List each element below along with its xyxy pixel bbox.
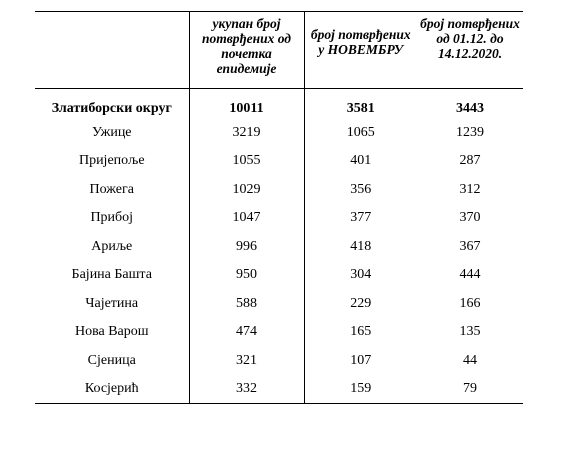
row-november-cell: 418 bbox=[350, 238, 372, 254]
row-december-cell: 44 bbox=[463, 352, 477, 368]
row-name-cell: Пријепоље bbox=[35, 147, 189, 176]
row-december-cell: 367 bbox=[459, 238, 481, 254]
row-total-cell: 1055 bbox=[189, 147, 304, 176]
row-name-cell: Ужице bbox=[35, 119, 189, 148]
table-row bbox=[35, 318, 523, 347]
table-header-row bbox=[35, 12, 523, 89]
row-name-cell: Нова Варош bbox=[35, 318, 189, 347]
row-december-cell: 79 bbox=[417, 375, 523, 404]
row-november-cell: 107 bbox=[350, 352, 372, 368]
header-name bbox=[35, 12, 189, 89]
row-total-cell: 474 bbox=[189, 318, 304, 347]
table-row bbox=[35, 347, 523, 376]
row-november-cell: 165 bbox=[350, 324, 372, 340]
table-row bbox=[35, 176, 523, 205]
row-november-cell: 229 bbox=[350, 295, 372, 311]
table-row bbox=[35, 290, 523, 319]
row-november-cell: 401 bbox=[350, 153, 372, 169]
row-total-cell: 1029 bbox=[189, 176, 304, 205]
header-december: број потврђених од 01.12. до 14.12.2020. bbox=[417, 12, 523, 89]
row-name-cell: Пожега bbox=[35, 176, 189, 205]
table-row bbox=[35, 375, 523, 404]
statistics-table bbox=[35, 11, 523, 404]
row-name-cell: Чајетина bbox=[35, 290, 189, 319]
table-row bbox=[35, 261, 523, 290]
row-name-cell: Сјеница bbox=[35, 347, 189, 376]
summary-december: 3443 bbox=[456, 100, 484, 116]
row-total-cell: 588 bbox=[189, 290, 304, 319]
row-name-cell: Прибој bbox=[35, 204, 189, 233]
row-december-cell: 444 bbox=[459, 267, 481, 283]
row-total-cell: 332 bbox=[189, 375, 304, 404]
header-november: број потврђених у НОВЕМБРУ bbox=[304, 12, 417, 89]
table-row bbox=[35, 204, 523, 233]
row-total-cell: 1047 bbox=[189, 204, 304, 233]
summary-november: 3581 bbox=[346, 100, 375, 116]
summary-name: Златиборски округ bbox=[35, 89, 189, 119]
summary-total: 10011 bbox=[189, 89, 304, 119]
row-december-cell: 312 bbox=[459, 181, 481, 197]
row-december-cell: 287 bbox=[459, 153, 481, 169]
row-december-cell: 135 bbox=[459, 324, 481, 340]
table-row bbox=[35, 147, 523, 176]
row-december-cell: 370 bbox=[459, 210, 481, 226]
row-november-cell: 159 bbox=[304, 375, 417, 404]
row-november-cell: 356 bbox=[350, 181, 372, 197]
header-total: укупан број потврђених од почетка епидемије bbox=[189, 12, 304, 89]
table-body bbox=[35, 89, 523, 404]
row-november-cell: 1065 bbox=[346, 124, 375, 140]
row-november-cell: 377 bbox=[350, 210, 372, 226]
row-november-cell: 304 bbox=[350, 267, 372, 283]
row-total-cell: 3219 bbox=[189, 119, 304, 148]
row-total-cell: 321 bbox=[189, 347, 304, 376]
row-name-cell: Косјерић bbox=[35, 375, 189, 404]
row-total-cell: 950 bbox=[189, 261, 304, 290]
row-name-cell: Ариље bbox=[35, 233, 189, 262]
table-row bbox=[35, 119, 523, 148]
row-total-cell: 996 bbox=[189, 233, 304, 262]
row-name-cell: Бајина Башта bbox=[35, 261, 189, 290]
summary-row bbox=[35, 89, 523, 119]
table-row bbox=[35, 233, 523, 262]
row-december-cell: 166 bbox=[459, 295, 481, 311]
row-december-cell: 1239 bbox=[456, 124, 484, 140]
